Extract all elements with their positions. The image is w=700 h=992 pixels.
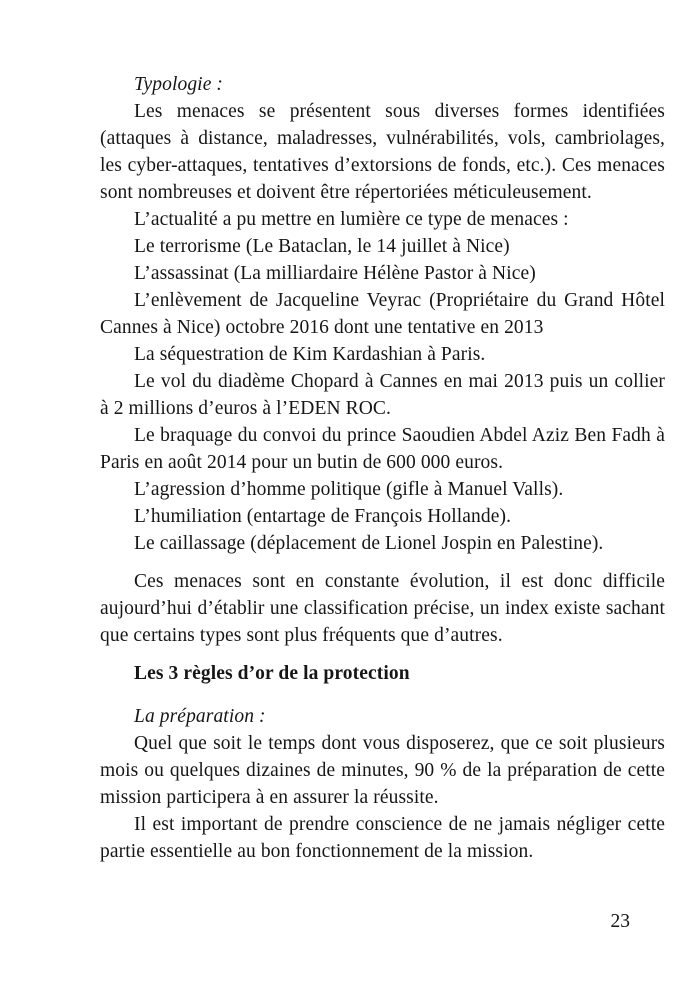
- threat-item-kidnapping: L’enlèvement de Jacqueline Veyrac (Propriétaire du Grand Hôtel Cannes à Nice) octobre 2016 dont une tentative en 2013: [100, 290, 665, 338]
- typologie-label: Typologie :: [134, 74, 224, 95]
- threats-typology-paragraph: Les menaces se présentent sous diverses formes identifiées (attaques à distance, maladresses, vulnérabilités, vols, cambriolages, les cyber-attaques, tentatives d’extorsions de fonds, etc.). Ces menaces sont nombreuses et doivent être répertoriées méticuleusement.: [100, 101, 665, 203]
- threat-item-convoy-robbery: Le braquage du convoi du prince Saoudien Abdel Aziz Ben Fadh à Paris en août 2014 pour un butin de 600 000 euros.: [100, 425, 665, 473]
- page-number: 23: [610, 911, 630, 932]
- threat-item-sequestration: La séquestration de Kim Kardashian à Paris.: [134, 344, 486, 365]
- threat-item-political-aggression: L’agression d’homme politique (gifle à Manuel Valls).: [134, 479, 564, 500]
- threats-news-intro: L’actualité a pu mettre en lumière ce type de menaces :: [134, 209, 569, 230]
- preparation-paragraph-1: Quel que soit le temps dont vous disposerez, que ce soit plusieurs mois ou quelques dizaines de minutes, 90 % de la préparation de cette mission participera à en assurer la réussite.: [100, 733, 665, 808]
- threat-item-humiliation: L’humiliation (entartage de François Hollande).: [134, 506, 512, 527]
- threat-item-jewel-theft: Le vol du diadème Chopard à Cannes en mai 2013 puis un collier à 2 millions d’euros à l’EDEN ROC.: [100, 371, 665, 419]
- threat-item-assassination: L’assassinat (La milliardaire Hélène Pastor à Nice): [134, 263, 536, 284]
- page-body: [100, 71, 665, 865]
- preparation-label: La préparation :: [134, 706, 266, 727]
- threats-evolution-paragraph: Ces menaces sont en constante évolution, il est donc difficile aujourd’hui d’établir une classification précise, un index existe sachant que certains types sont plus fréquents que d’autres.: [100, 571, 665, 646]
- threat-item-stoning: Le caillassage (déplacement de Lionel Jospin en Palestine).: [134, 533, 604, 554]
- section-heading-three-golden-rules: Les 3 règles d’or de la protection: [134, 663, 410, 684]
- preparation-paragraph-2: Il est important de prendre conscience de ne jamais négliger cette partie essentielle au bon fonctionnement de la mission.: [100, 814, 665, 862]
- threat-item-terrorism: Le terrorisme (Le Bataclan, le 14 juillet à Nice): [134, 236, 510, 257]
